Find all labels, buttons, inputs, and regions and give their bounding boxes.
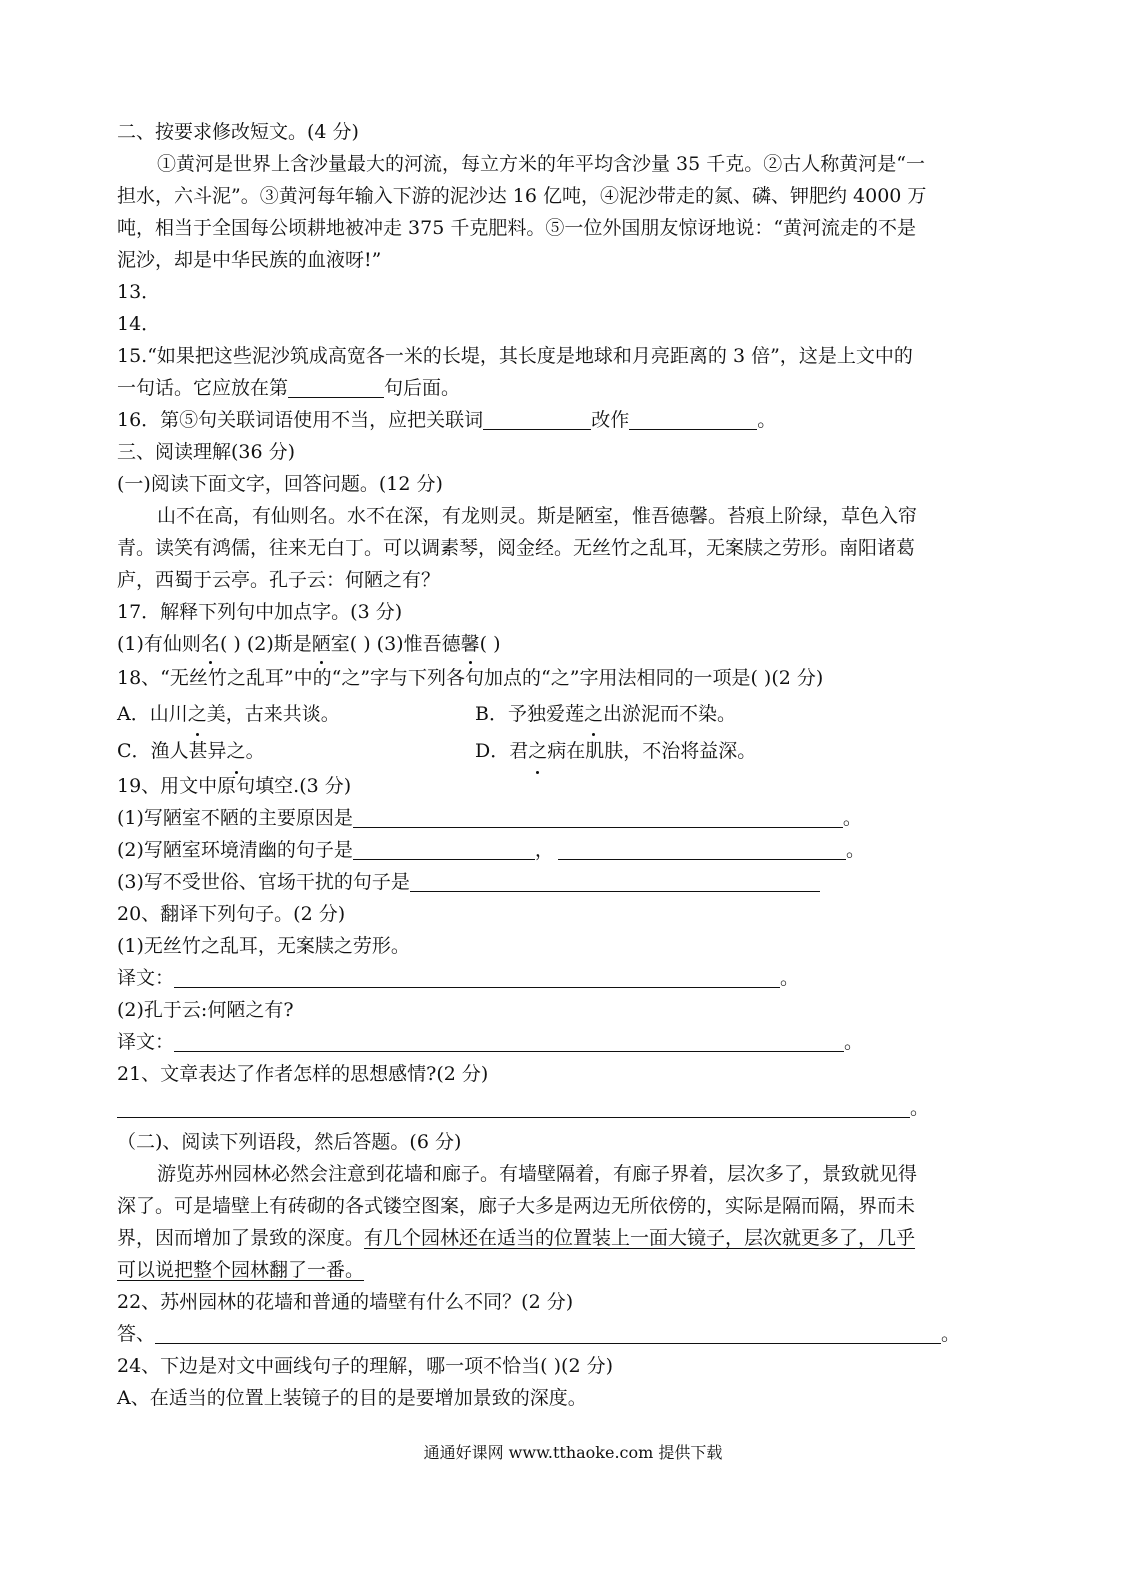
question-text: (1)写陋室不陋的主要原因是 xyxy=(117,807,353,829)
question-19: 19、用文中原句填空.(3 分) xyxy=(117,775,352,797)
question-20-2: (2)孔于云:何陋之有? xyxy=(117,999,294,1021)
passage-line: ①黄河是世界上含沙量最大的河流，每立方米的年平均含沙量 35 千克。②古人称黄河是“一 xyxy=(157,153,925,175)
question-19-1 xyxy=(117,802,1012,834)
question-22-answer xyxy=(117,1318,1012,1350)
question-22: 22、苏州园林的花墙和普通的墙壁有什么不同？(2 分) xyxy=(117,1291,574,1313)
option-c[interactable] xyxy=(117,732,475,770)
period: 。 xyxy=(757,409,777,431)
passage-line: 深了。可是墙壁上有砖砌的各式镂空图案，廊子大多是两边无所依傍的，实际是隔而隔，界而未 xyxy=(117,1195,916,1217)
question-text: 一句话。它应放在第 xyxy=(117,377,289,399)
question-20-1: (1)无丝竹之乱耳，无案牍之劳形。 xyxy=(117,935,410,957)
answer-label: 答、 xyxy=(117,1323,156,1345)
footer: 通通好课网 www.tthaoke.com 提供下载 xyxy=(423,1443,723,1462)
dotted-char: 馨 xyxy=(461,628,480,660)
question-18-options-ab xyxy=(117,696,1012,732)
period: 。 xyxy=(910,1097,930,1119)
question-15-line-2 xyxy=(117,372,1012,404)
option-text: 美，古来共谈。 xyxy=(206,703,340,725)
option-text: C．渔人甚异 xyxy=(117,740,227,762)
answer-blank[interactable] xyxy=(353,805,843,828)
question-text: 16．第⑤句关联词语使用不当，应把关联词 xyxy=(117,409,484,431)
answer-blank[interactable] xyxy=(483,407,591,430)
section-2-header: 二、按要求修改短文。(4 分) xyxy=(117,121,359,143)
question-text: (1)有仙则 xyxy=(117,633,201,655)
answer-blank[interactable] xyxy=(174,1029,844,1052)
question-19-2 xyxy=(117,834,1012,866)
answer-blank[interactable] xyxy=(353,837,535,860)
question-text: 改作 xyxy=(591,409,630,431)
question-text: (2)写陋室环境清幽的句子是 xyxy=(117,839,353,861)
passage-line: 山不在高，有仙则名。水不在深，有龙则灵。斯是陋室，惟吾德馨。苔痕上阶绿，草色入帘 xyxy=(157,505,918,527)
option-text: A．山川 xyxy=(117,703,188,725)
passage-line: 担水，六斗泥”。③黄河每年输入下游的泥沙达 16 亿吨，④泥沙带走的氮、磷、钾肥约 4000 万 xyxy=(117,185,927,207)
dotted-char: 之 xyxy=(188,696,207,732)
passage-line: 泥沙，却是中华民族的血液呀!” xyxy=(117,249,382,271)
question-text: ( ) xyxy=(479,633,501,655)
option-a[interactable] xyxy=(117,696,475,732)
period: 。 xyxy=(844,1031,864,1053)
question-19-3 xyxy=(117,866,1012,898)
passage-line: 游览苏州园林必然会注意到花墙和廊子。有墙壁隔着，有廊子界着，层次多了，景致就见得 xyxy=(157,1163,918,1185)
question-16 xyxy=(117,404,1012,436)
answer-blank[interactable] xyxy=(410,869,820,892)
answer-blank[interactable] xyxy=(629,407,757,430)
part-1-header: (一)阅读下面文字，回答问题。(12 分) xyxy=(117,473,443,495)
dotted-char: 名 xyxy=(201,628,220,660)
question-18: 18、“无丝竹之乱耳”中的“之”字与下列各句加点的“之”字用法相同的一项是( )(2 分) xyxy=(117,667,824,689)
period: 。 xyxy=(941,1323,961,1345)
option-text: 病在肌肤，不治将益深。 xyxy=(547,740,757,762)
period: 。 xyxy=(842,807,862,829)
translation-2 xyxy=(117,1026,1012,1058)
answer-blank[interactable] xyxy=(558,837,846,860)
option-d[interactable] xyxy=(475,740,756,762)
question-21-answer xyxy=(117,1090,1012,1126)
answer-blank[interactable] xyxy=(117,1095,910,1118)
question-text: 句后面。 xyxy=(384,377,461,399)
answer-blank[interactable] xyxy=(155,1321,941,1344)
passage-line: 吨，相当于全国每公顷耕地被冲走 375 千克肥料。⑤一位外国朋友惊讶地说：“黄河流走的不是 xyxy=(117,217,917,239)
dotted-char: 之 xyxy=(227,732,246,770)
option-text: B．予独爱莲 xyxy=(475,703,584,725)
dotted-char: 之 xyxy=(584,696,603,732)
question-15: 15.“如果把这些泥沙筑成高宽各一米的长堤，其长度是地球和月亮距离的 3 倍”，这是上文中的 xyxy=(117,345,913,367)
passage-text: 界，因而增加了景致的深度。 xyxy=(117,1227,365,1249)
translation-label: 译文： xyxy=(117,1031,175,1053)
question-text: 室( ) (3)惟吾德 xyxy=(330,633,461,655)
passage-line xyxy=(117,1254,1012,1286)
option-b[interactable] xyxy=(475,703,736,725)
document-content xyxy=(117,116,1012,1414)
translation-label: 译文： xyxy=(117,967,175,989)
option-text: 出淤泥而不染。 xyxy=(602,703,736,725)
dotted-char: 陋 xyxy=(312,628,331,660)
question-17: 17．解释下列句中加点字。(3 分) xyxy=(117,601,403,623)
translation-1 xyxy=(117,962,1012,994)
section-3-header: 三、阅读理解(36 分) xyxy=(117,441,296,463)
question-13: 13． xyxy=(117,281,161,303)
question-21: 21、文章表达了作者怎样的思想感情?(2 分) xyxy=(117,1063,489,1085)
passage-line xyxy=(117,1222,1012,1254)
question-24: 24、下边是对文中画线句子的理解，哪一项不恰当( )(2 分) xyxy=(117,1355,613,1377)
question-text: (3)写不受世俗、官场干扰的句子是 xyxy=(117,871,410,893)
question-24-option-a: A、在适当的位置上装镜子的目的是要增加景致的深度。 xyxy=(117,1387,587,1409)
underlined-sentence: 可以说把整个园林翻了一番。 xyxy=(117,1259,365,1281)
period: 。 xyxy=(845,839,865,861)
question-17-items xyxy=(117,628,1012,660)
comma: ， xyxy=(534,839,554,861)
passage-line: 青。读笑有鸿儒，往来无白丁。可以调素琴，阅金经。无丝竹之乱耳，无案牍之劳形。南阳诸葛 xyxy=(117,537,916,559)
question-18-options-cd xyxy=(117,732,1012,770)
answer-blank[interactable] xyxy=(174,965,780,988)
question-text: ( ) (2)斯是 xyxy=(219,633,312,655)
option-text: 。 xyxy=(245,740,265,762)
option-text: D．君 xyxy=(475,740,529,762)
period: 。 xyxy=(780,967,800,989)
question-20: 20、翻译下列句子。(2 分) xyxy=(117,903,346,925)
answer-blank[interactable] xyxy=(288,375,384,398)
underlined-sentence: 有几个园林还在适当的位置装上一面大镜子，层次就更多了，几乎 xyxy=(364,1227,916,1249)
passage-line: 庐，西蜀于云亭。孔子云：何陋之有？ xyxy=(117,569,441,591)
part-2-header: （二)、阅读下列语段，然后答题。(6 分) xyxy=(117,1131,462,1153)
question-14: 14． xyxy=(117,313,161,335)
dotted-char: 之 xyxy=(528,732,547,770)
